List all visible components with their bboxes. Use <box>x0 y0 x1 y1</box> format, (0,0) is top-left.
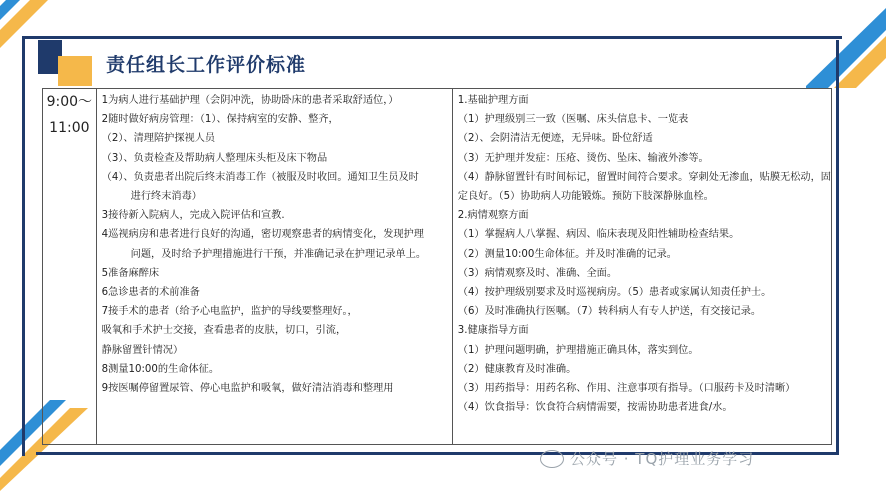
work-item: （4）、负责患者出院后终末消毒工作（被服及时收回。通知卫生员及时 <box>101 171 419 183</box>
criteria-item: （1）掌握病人八掌握、病因、临床表现及阳性辅助检查结果。 <box>457 229 740 241</box>
criteria-item: （4）按护理级别要求及时巡视病房。（5）患者或家属认知责任护士。 <box>457 287 772 299</box>
frame-top-border <box>22 36 842 39</box>
work-content-list <box>97 91 452 398</box>
work-item: 问题，及时给予护理措施进行干预，并准确记录在护理记录单上。 <box>130 248 427 260</box>
wechat-icon <box>540 450 564 468</box>
work-item: 9按医嘱停留置尿管、停心电监护和吸氧，做好清洁消毒和整理用 <box>101 383 394 395</box>
criteria-item: 1.基础护理方面 <box>457 95 529 106</box>
work-item: 进行终末消毒） <box>130 191 202 203</box>
frame-right-border <box>836 40 839 452</box>
criteria-item: （2）、会阴清洁无便迹，无异味。卧位舒适 <box>457 133 653 145</box>
work-item: （2）、清理陪护探视人员 <box>101 133 216 145</box>
criteria-item: （2）健康教育及时准确。 <box>457 363 577 375</box>
work-item: 2随时做好病房管理：（1）、保持病室的安静、整齐， <box>101 114 339 126</box>
work-item: 7接手术的患者（给予心电监护，监护的导线要整理好。， <box>101 306 358 318</box>
criteria-item: （3）病情观察及时、准确、全面。 <box>457 267 618 279</box>
work-item: 5准备麻醉床 <box>101 267 160 279</box>
work-item: 4巡视病房和患者进行良好的沟通，密切观察患者的病情变化，发现护理 <box>101 229 424 241</box>
criteria-item: 3.健康指导方面 <box>457 325 529 337</box>
work-item: 6急诊患者的术前准备 <box>101 287 200 299</box>
time-start: 9:00～ <box>46 94 93 110</box>
criteria-item: （1）护理级别三一致（医嘱、床头信息卡、一览表 <box>457 114 689 126</box>
criteria-item: （4）静脉留置针有时间标记，留置时间符合要求。穿刺处无渗血，贴膜无松动，固 <box>457 171 831 183</box>
work-content-cell <box>96 89 452 445</box>
work-item: 8测量10:00的生命体征。 <box>101 363 220 375</box>
criteria-item: （1）护理问题明确，护理措施正确具体，落实到位。 <box>457 344 699 356</box>
criteria-item: 定良好。（5）协助病人功能锻炼。预防下肢深静脉血栓。 <box>457 191 714 203</box>
criteria-item: （3）用药指导：用药名称、作用、注意事项有指导。（口服药卡及时清晰） <box>457 383 796 395</box>
table-row <box>43 89 832 445</box>
criteria-item: （2）测量10:00生命体征。并及时准确的记录。 <box>457 248 677 260</box>
criteria-item: （3）无护理并发症：压疮、烫伤、坠床、输液外渗等。 <box>457 152 709 164</box>
work-item: 静脉留置针情况） <box>101 344 184 356</box>
work-item: 1为病人进行基础护理（会阴冲洗，协助卧床的患者采取舒适位，） <box>101 95 399 106</box>
criteria-item: 2.病情观察方面 <box>457 210 529 222</box>
work-item: 3接待新入院病人，完成入院评估和宣教. <box>101 210 285 222</box>
time-end: 11:00 <box>49 120 90 136</box>
evaluation-table <box>42 88 832 445</box>
evaluation-criteria-list <box>453 91 831 417</box>
corner-stripes-top-right <box>806 0 886 90</box>
title-accent-yellow-square <box>58 56 92 86</box>
watermark <box>540 448 754 469</box>
frame-left-border <box>22 36 25 456</box>
time-cell <box>43 89 97 445</box>
evaluation-criteria-cell <box>452 89 831 445</box>
criteria-item: （6）及时准确执行医嘱。（7）转科病人有专人护送，有交接记录。 <box>457 306 762 318</box>
page-title: 责任组长工作评价标准 <box>106 54 307 76</box>
work-item: （3）、负责检查及帮助病人整理床头柜及床下物品 <box>101 152 328 164</box>
watermark-text: 公众号 · TQ护理业务学习 <box>570 450 755 468</box>
work-item: 吸氧和手术护士交接，查看患者的皮肤，切口，引流， <box>101 325 347 337</box>
criteria-item: （4）饮食指导：饮食符合病情需要，按需协助患者进食/水。 <box>457 402 733 414</box>
